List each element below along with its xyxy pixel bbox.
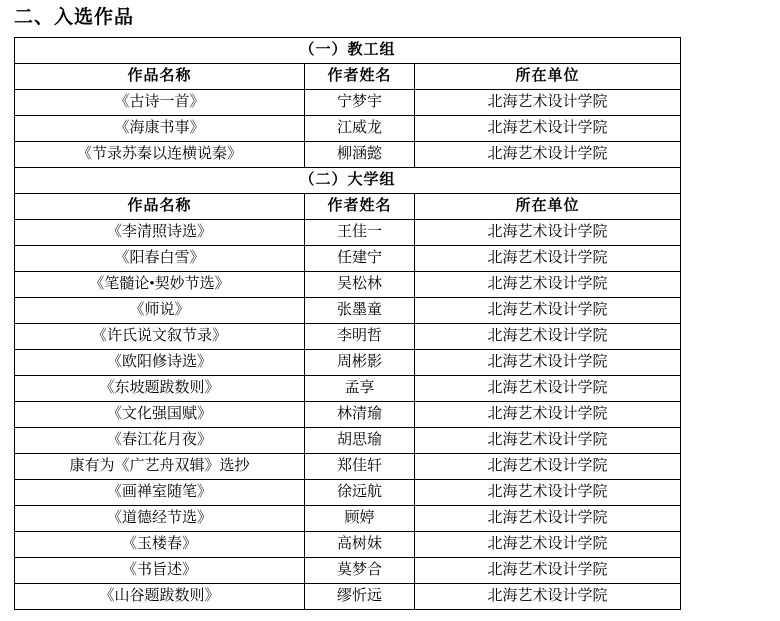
cell-unit: 北海艺术设计学院 (415, 479, 681, 505)
section-title: （一）教工组 (15, 37, 681, 63)
section-title-row (15, 167, 681, 193)
selected-works-table (14, 37, 681, 610)
cell-unit: 北海艺术设计学院 (415, 323, 681, 349)
cell-author: 缪忻远 (305, 583, 415, 609)
cell-work: 《李清照诗选》 (15, 219, 305, 245)
section-title-row (15, 37, 681, 63)
cell-work: 《道德经节选》 (15, 505, 305, 531)
column-header-author: 作者姓名 (305, 193, 415, 219)
column-header-unit: 所在单位 (415, 193, 681, 219)
column-header-author: 作者姓名 (305, 63, 415, 89)
cell-author: 莫梦合 (305, 557, 415, 583)
cell-work: 《师说》 (15, 297, 305, 323)
cell-work: 《春江花月夜》 (15, 427, 305, 453)
cell-work: 《欧阳修诗选》 (15, 349, 305, 375)
column-header-work: 作品名称 (15, 193, 305, 219)
cell-author: 江威龙 (305, 115, 415, 141)
table-row (15, 271, 681, 297)
table-row (15, 115, 681, 141)
table-row (15, 479, 681, 505)
cell-unit: 北海艺术设计学院 (415, 375, 681, 401)
cell-unit: 北海艺术设计学院 (415, 531, 681, 557)
table-row (15, 557, 681, 583)
cell-author: 宁梦宇 (305, 89, 415, 115)
cell-work: 《许氏说文叙节录》 (15, 323, 305, 349)
table-row (15, 401, 681, 427)
cell-unit: 北海艺术设计学院 (415, 271, 681, 297)
cell-author: 王佳一 (305, 219, 415, 245)
table-row (15, 141, 681, 167)
cell-work: 康有为《广艺舟双辑》选抄 (15, 453, 305, 479)
table-row (15, 453, 681, 479)
cell-work: 《阳春白雪》 (15, 245, 305, 271)
cell-author: 任建宁 (305, 245, 415, 271)
cell-work: 《书旨述》 (15, 557, 305, 583)
table-row (15, 427, 681, 453)
page-title: 二、入选作品 (14, 6, 135, 28)
cell-author: 周彬影 (305, 349, 415, 375)
column-header-unit: 所在单位 (415, 63, 681, 89)
cell-author: 胡思瑜 (305, 427, 415, 453)
cell-unit: 北海艺术设计学院 (415, 401, 681, 427)
cell-work: 《节录苏秦以连横说秦》 (15, 141, 305, 167)
table-row (15, 531, 681, 557)
cell-unit: 北海艺术设计学院 (415, 557, 681, 583)
cell-author: 徐远航 (305, 479, 415, 505)
cell-author: 高树妹 (305, 531, 415, 557)
cell-work: 《山谷题跋数则》 (15, 583, 305, 609)
column-header-row (15, 193, 681, 219)
cell-unit: 北海艺术设计学院 (415, 453, 681, 479)
table-body (15, 37, 681, 609)
table-row (15, 505, 681, 531)
table-row (15, 349, 681, 375)
column-header-row (15, 63, 681, 89)
cell-work: 《玉楼春》 (15, 531, 305, 557)
cell-author: 郑佳轩 (305, 453, 415, 479)
cell-work: 《海康书事》 (15, 115, 305, 141)
cell-unit: 北海艺术设计学院 (415, 297, 681, 323)
cell-unit: 北海艺术设计学院 (415, 219, 681, 245)
table-row (15, 89, 681, 115)
cell-unit: 北海艺术设计学院 (415, 505, 681, 531)
cell-author: 吴松林 (305, 271, 415, 297)
cell-work: 《古诗一首》 (15, 89, 305, 115)
cell-unit: 北海艺术设计学院 (415, 583, 681, 609)
table-row (15, 323, 681, 349)
cell-work: 《画禅室随笔》 (15, 479, 305, 505)
table-row (15, 583, 681, 609)
cell-work: 《东坡题跋数则》 (15, 375, 305, 401)
cell-author: 林清瑜 (305, 401, 415, 427)
cell-unit: 北海艺术设计学院 (415, 427, 681, 453)
cell-work: 《笔髓论•契妙节选》 (15, 271, 305, 297)
table-row (15, 297, 681, 323)
cell-author: 柳涵懿 (305, 141, 415, 167)
cell-unit: 北海艺术设计学院 (415, 245, 681, 271)
table-row (15, 375, 681, 401)
cell-author: 张墨童 (305, 297, 415, 323)
cell-author: 顾婷 (305, 505, 415, 531)
cell-unit: 北海艺术设计学院 (415, 349, 681, 375)
table-row (15, 245, 681, 271)
section-title: （二）大学组 (15, 167, 681, 193)
column-header-work: 作品名称 (15, 63, 305, 89)
cell-work: 《文化强国赋》 (15, 401, 305, 427)
cell-unit: 北海艺术设计学院 (415, 141, 681, 167)
cell-unit: 北海艺术设计学院 (415, 115, 681, 141)
table-row (15, 219, 681, 245)
cell-unit: 北海艺术设计学院 (415, 89, 681, 115)
cell-author: 孟享 (305, 375, 415, 401)
cell-author: 李明哲 (305, 323, 415, 349)
